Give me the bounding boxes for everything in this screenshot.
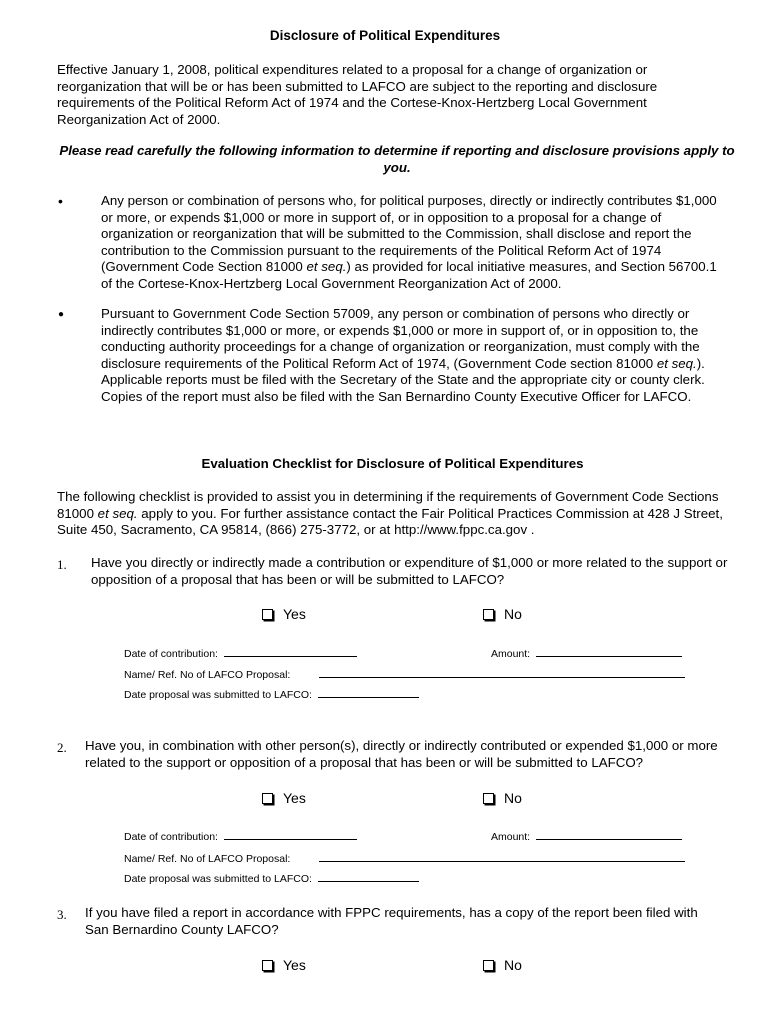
checkbox-icon	[483, 960, 494, 971]
question-1-yes-checkbox[interactable]	[262, 606, 306, 622]
checkbox-icon	[262, 960, 273, 971]
question-1-text: Have you directly or indirectly made a contribution or expenditure of $1,000 or more related to the support or opposition of a proposal that has been or will be submitted to LAFCO?	[91, 555, 728, 587]
question-3-yes-checkbox[interactable]	[262, 957, 306, 973]
checklist-intro-b: apply to you. For further assistance contact the Fair Political Practices Commission at 428 J Street, Suite 450, Sacramento, CA 95814, (866) 275-3772, or at http://www.fppc.ca.gov .	[57, 505, 723, 538]
question-2-number: 2.	[57, 740, 67, 755]
proposal-line	[319, 851, 685, 862]
yes-label: Yes	[283, 790, 306, 806]
bullet-dot-icon: ●	[58, 309, 65, 320]
no-label: No	[504, 790, 522, 806]
question-1-no-checkbox[interactable]	[483, 606, 522, 622]
date-line	[224, 646, 357, 657]
checkbox-icon	[262, 609, 273, 620]
date-label: Date of contribution:	[124, 831, 218, 843]
bullet-dot-icon: •	[58, 193, 63, 209]
checklist-title: Evaluation Checklist for Disclosure of Political Expenditures	[201, 456, 584, 471]
amount-label: Amount:	[491, 648, 531, 660]
question-2-submitted-field[interactable]	[124, 871, 419, 885]
question-2-text: Have you, in combination with other person(s), directly or indirectly contributed or expended $1,000 or more related to the support or opposition of a proposal that has been or will be submitted to LAFCO?	[85, 738, 718, 770]
proposal-label: Name/ Ref. No of LAFCO Proposal:	[124, 669, 291, 681]
bullet-paragraph-2	[101, 306, 721, 406]
amount-line	[536, 646, 682, 657]
question-3-no-checkbox[interactable]	[483, 957, 522, 973]
bullet-2-et-seq: et seq.	[656, 355, 697, 371]
question-2-amount-field[interactable]	[491, 829, 682, 843]
intro-paragraph: Effective January 1, 2008, political expenditures related to a proposal for a change of organization or reorganization that will be or has been submitted to LAFCO are subject to the reporting and disclosure requirements of the Political Reform Act of 1974 and the Cortese-Knox-Hertzberg Local Government Reorganization Act of 2000.	[57, 62, 658, 127]
question-1-proposal-field[interactable]	[124, 667, 685, 681]
submitted-label: Date proposal was submitted to LAFCO:	[124, 873, 312, 885]
checklist-intro-a: The following checklist is provided to assist you in determining if the requirements of Government Code Sections 81000	[57, 489, 719, 521]
question-2-no-checkbox[interactable]	[483, 790, 522, 806]
submitted-line	[318, 687, 419, 698]
question-2-proposal-field[interactable]	[124, 851, 685, 865]
amount-label: Amount:	[491, 831, 531, 843]
checkbox-icon	[262, 793, 273, 804]
question-1-number: 1.	[57, 557, 67, 572]
submitted-line	[318, 871, 419, 882]
bullet-1-et-seq: et seq.	[306, 259, 347, 275]
submitted-label: Date proposal was submitted to LAFCO:	[124, 689, 312, 701]
date-label: Date of contribution:	[124, 648, 218, 660]
question-1-date-field[interactable]	[124, 646, 357, 660]
bullet-2-text-a: Pursuant to Government Code Section 57009, any person or combination of persons who directly or indirectly contributes $1,000 or more, or expends $1,000 or more in support of, or in opposition to, the conducting authority proceedings for a change of organization or reorganization, must comply with the disclosure requirements of the Political Reform Act of 1974, (Government Code section 81000	[101, 306, 700, 371]
bullet-2-text-b: ). Applicable reports must be filed with the Secretary of the State and the appropriate city or county clerk. Copies of the report must also be filed with the San Bernardino County Executive Officer for LAFCO.	[101, 355, 705, 404]
no-label: No	[504, 606, 522, 622]
question-1-amount-field[interactable]	[491, 646, 682, 660]
document-title: Disclosure of Political Expenditures	[269, 28, 501, 43]
yes-label: Yes	[283, 606, 306, 622]
amount-line	[536, 829, 682, 840]
no-label: No	[504, 957, 522, 973]
checkbox-icon	[483, 609, 494, 620]
proposal-label: Name/ Ref. No of LAFCO Proposal:	[124, 853, 291, 865]
question-1-submitted-field[interactable]	[124, 687, 419, 701]
checklist-intro	[57, 489, 725, 539]
checklist-intro-et-seq: et seq.	[97, 505, 138, 521]
date-line	[224, 829, 357, 840]
question-2-date-field[interactable]	[124, 829, 357, 843]
bullet-1-text-b: ) as provided for local initiative measures, and Section 56700.1 of the Cortese-Knox-Hertzberg Local Government Reorganization Act of 2000.	[101, 259, 717, 291]
notice-text: Please read carefully the following information to determine if reporting and disclosure provisions apply to you.	[59, 143, 735, 175]
proposal-line	[319, 667, 685, 678]
question-3-text: If you have filed a report in accordance with FPPC requirements, has a copy of the report been filed with San Bernardino County LAFCO?	[85, 905, 698, 937]
question-3-number: 3.	[57, 907, 67, 922]
bullet-1-text-a: Any person or combination of persons who, for political purposes, directly or indirectly contributes $1,000 or more, or expends $1,000 or more in support of, or in opposition to a proposal for a change of organization or reorganization that will be submitted to the Commission, shall disclose and report the contribution to the Commission pursuant to the requirements of the Political Reform Act of 1974 (Government Code Section 81000	[101, 193, 717, 275]
question-2-yes-checkbox[interactable]	[262, 790, 306, 806]
yes-label: Yes	[283, 957, 306, 973]
bullet-paragraph-1	[101, 193, 721, 293]
checkbox-icon	[483, 793, 494, 804]
